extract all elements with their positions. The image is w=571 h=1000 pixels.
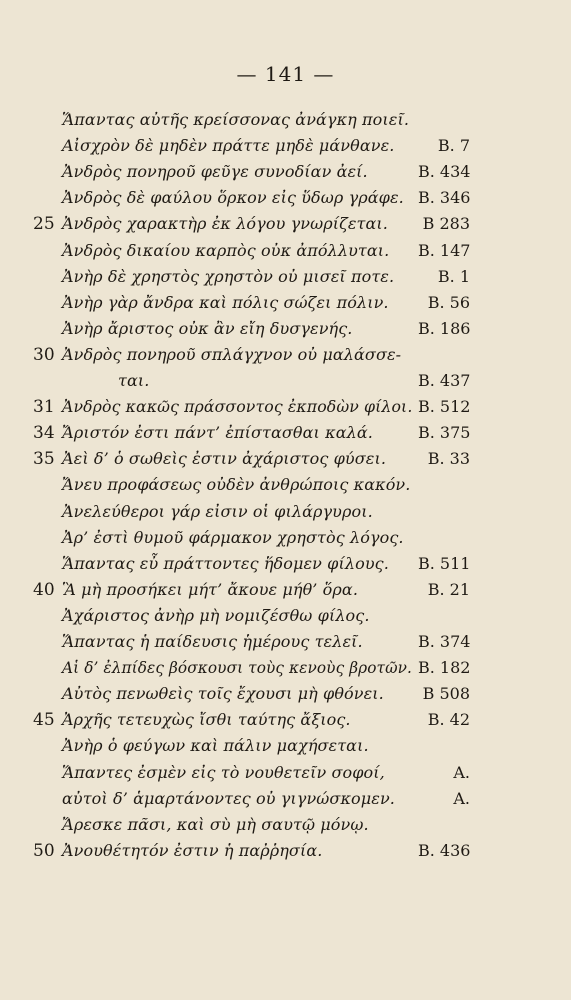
verse-reference: B. 42 [427,710,470,730]
verse-reference: A. [453,788,470,808]
verse-line [0,238,571,264]
verse-line [0,603,571,629]
verse-text: Ἀνδρὸς πονηροῦ φεῦγε συνοδίαν ἀεί. [62,162,368,182]
verse-text: Ἀνελεύθεροι γάρ εἰσιν οἱ φιλάργυροι. [62,501,373,521]
verse-line [0,446,571,472]
verse-text: Ἃ μὴ προσήκει μήτ’ ἄκουε μήθ’ ὅρα. [62,579,359,599]
verse-line [0,577,571,603]
verse-text: Ἀρ’ ἐστὶ θυμοῦ φάρμακον χρηστὸς λόγος. [62,527,404,547]
verse-text: Αὐτὸς πενωθεὶς τοῖς ἔχουσι μὴ φθόνει. [62,684,384,704]
verse-line [0,707,571,733]
verse-text: Ἄρεσκε πᾶσι, καὶ σὺ μὴ σαυτῷ μόνῳ. [62,814,369,834]
verse-text: Ἀνὴρ ὁ φεύγων καὶ πάλιν μαχήσεται. [62,736,369,756]
verse-reference: B. 7 [437,136,470,156]
verse-text: Ἄριστόν ἐστι πάντ’ ἐπίστασθαι καλά. [62,423,373,443]
verse-line [0,499,571,525]
verse-text: Ἀνὴρ ἄριστος οὐκ ἂν εἴη δυσγενής. [62,318,353,338]
verse-reference: B 283 [422,214,470,234]
verse-text: Ἀνὴρ δὲ χρηστὸς χρηστὸν οὐ μισεῖ ποτε. [62,266,395,286]
verse-line [0,342,571,368]
verse-line [0,316,571,342]
verse-line [0,472,571,498]
verse-reference: B. 512 [418,397,471,417]
verse-text: Αἰσχρὸν δὲ μηδὲν πράττε μηδὲ μάνθανε. [62,136,395,156]
verse-line [0,525,571,551]
verse-line [0,420,571,446]
verse-line [0,786,571,812]
verse-text: Ἀνδρὸς δὲ φαύλου ὅρκον εἰς ὕδωρ γράφε. [62,188,404,208]
verse-line [0,655,571,681]
verse-line [0,159,571,185]
verse-line [0,107,571,133]
verse-text: Ἀχάριστος ἀνὴρ μὴ νομιζέσθω φίλος. [62,605,370,625]
verse-reference: B. 1 [437,266,470,286]
verse-line [0,733,571,759]
verse-text: ται. [118,371,150,390]
page-number: — 141 — [236,62,335,86]
verse-reference: B. 511 [418,553,471,573]
line-number: 34 [33,423,55,444]
verse-reference: B. 186 [418,318,471,338]
verse-text: Ἅπαντας αὐτῆς κρείσσονας ἀνάγκη ποιεῖ. [62,110,410,129]
verse-text: Ἄνευ προφάσεως οὐδὲν ἀνθρώποις κακόν. [62,475,411,495]
verse-reference: B. 21 [427,579,470,599]
verse-line [0,629,571,655]
line-number: 40 [33,579,55,600]
verse-line [0,681,571,707]
verse-line [0,551,571,577]
line-number: 50 [33,840,55,861]
verse-text: Ἀνδρὸς δικαίου καρπὸς οὐκ ἀπόλλυται. [62,240,390,260]
verse-reference: A. [453,762,470,782]
line-number: 31 [33,397,55,418]
verse-line [0,185,571,211]
line-number: 35 [33,449,55,470]
line-number: 45 [33,710,55,731]
verse-text: Ἀνουθέτητόν ἐστιν ἡ παῤῥησία. [62,840,323,860]
verse-line [0,760,571,786]
verse-line [0,211,571,237]
verse-text: Ἀνδρὸς χαρακτὴρ ἐκ λόγου γνωρίζεται. [62,214,388,234]
verse-reference: B. 346 [418,188,471,208]
verse-text: Ἀνδρὸς κακῶς πράσσοντος ἐκποδὼν φίλοι. [62,397,413,417]
verse-reference: B. 182 [418,658,471,678]
verse-line [0,394,571,420]
line-number: 30 [33,344,55,365]
verse-text: Ἀρχῆς τετευχὼς ἴσθι ταύτης ἄξιος. [62,710,351,730]
verse-text: Αἱ δ’ ἐλπίδες βόσκουσι τοὺς κενοὺς βροτῶν. [62,658,413,678]
verse-reference: B. 147 [418,240,471,260]
verse-reference: B 508 [422,684,470,704]
verse-text: Ἅπαντας ἡ παίδευσις ἡμέρους τελεῖ. [62,632,363,651]
line-number: 25 [33,214,55,235]
verse-text: Ἀνδρὸς πονηροῦ σπλάγχνον οὐ μαλάσσε- [62,344,402,364]
verse-line [0,264,571,290]
verse-line [0,133,571,159]
verse-line [0,812,571,838]
verse-text: Ἀνὴρ γὰρ ἄνδρα καὶ πόλις σώζει πόλιν. [62,292,389,312]
verse-line [0,368,571,394]
verse-text: Ἅπαντες ἐσμὲν εἰς τὸ νουθετεῖν σοφοί, [62,762,385,782]
verse-reference: B. 434 [418,162,471,182]
verse-line [0,290,571,316]
verse-reference: B. 33 [427,449,470,469]
verse-text: Ἀεὶ δ’ ὁ σωθεὶς ἐστιν ἀχάριστος φύσει. [62,449,387,469]
verse-reference: B. 436 [418,840,471,860]
verse-reference: B. 56 [427,292,470,312]
verse-text: Ἅπαντας εὖ πράττοντες ἥδομεν φίλους. [62,553,389,573]
verse-reference: B. 374 [418,632,471,651]
verse-reference: B. 375 [418,423,471,443]
verse-text: αὐτοὶ δ’ ἁμαρτάνοντες οὐ γιγνώσκομεν. [62,788,395,808]
verse-reference: B. 437 [418,371,471,390]
verse-line [0,838,571,864]
